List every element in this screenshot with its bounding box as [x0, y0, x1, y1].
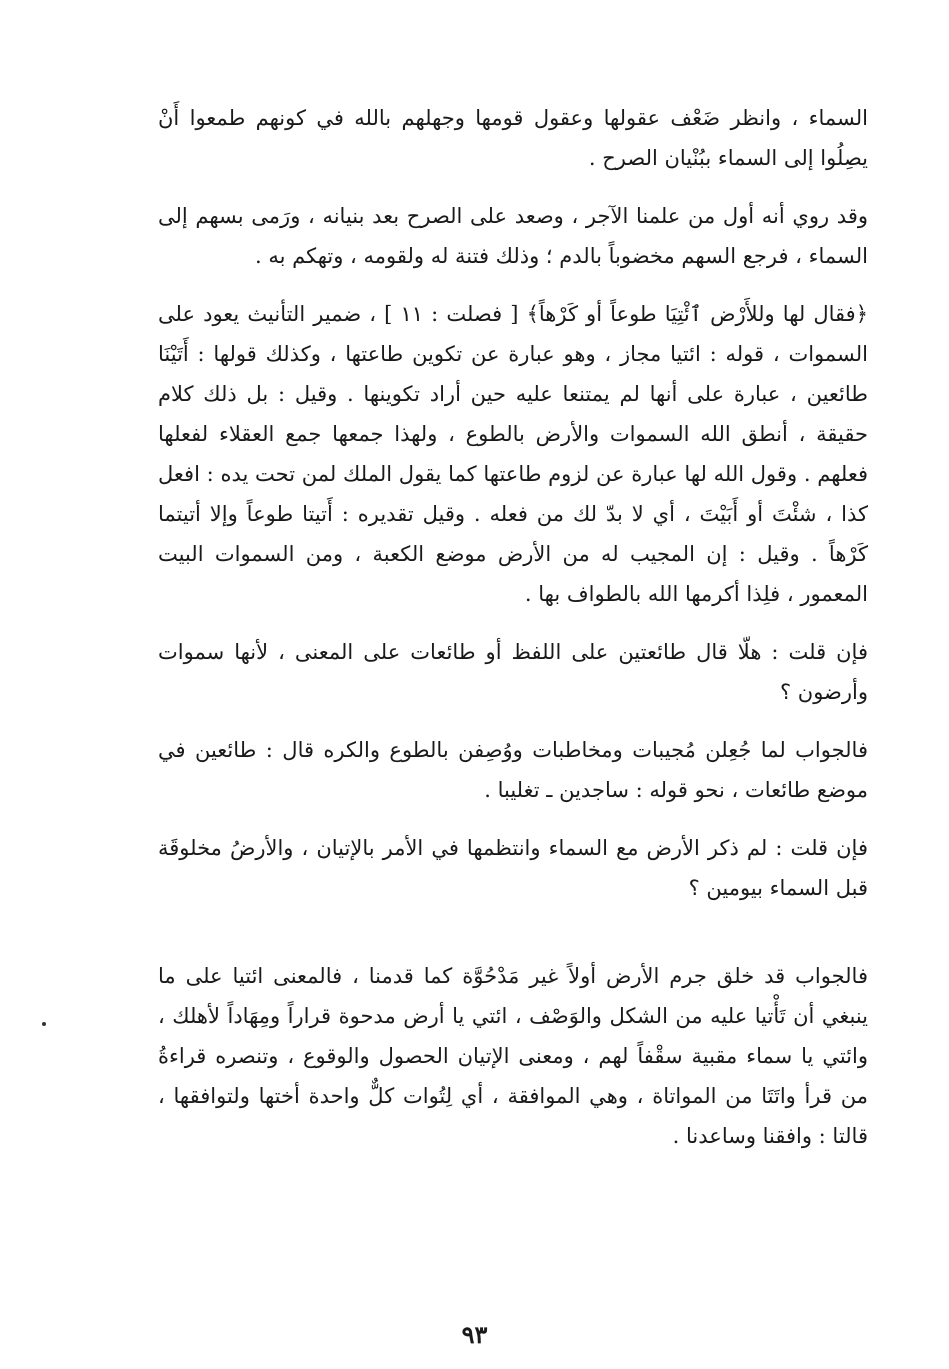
- paragraph-4: فإن قلت : هلّا قال طائعتين على اللفظ أو طائعات على المعنى ، لأنها سموات وأرضون ؟: [158, 640, 868, 704]
- paragraph-1: السماء ، وانظر ضَعْف عقولها وعقول قومها وجهلهم بالله في كونهم طمعوا أَنْ يصِلُوا إلى السماء ببُنْيان الصرح .: [158, 106, 868, 170]
- paragraph-2: وقد روي أنه أول من علمنا الآجر ، وصعد على الصرح بعد بنيانه ، ورَمى بسهم إلى السماء ، فرجع السهم مخضوباً بالدم ؛ وذلك فتنة له ولقومه ، وتهكم به .: [158, 204, 868, 268]
- paragraph-5: فالجواب لما جُعِلن مُجيبات ومخاطبات ووُصِفن بالطوع والكره قال : طائعين في موضع طائعات ، نحو قوله : ساجدين ـ تغليبا .: [158, 738, 868, 802]
- page-body: [158, 98, 868, 1174]
- paragraph-3: ﴿فقال لها وللأَرْض ٱئْتِيَا طوعاً أو كَرْهاً﴾ [ فصلت : ١١ ] ، ضمير التأنيث يعود على السموات ، قوله : ائتيا مجاز ، وهو عبارة عن تكوين طاعتها ، وكذلك قولها : أَتَيْنَا طائعين ، عبارة على أنها لم يمتنعا عليه حين أراد تكوينها . وقيل : بل ذلك كلام حقيقة ، أنطق الله السموات والأرض بالطوع ، ولهذا جمعها جمع العقلاء لفعلها فعلهم . وقول الله لها عبارة عن لزوم طاعتها كما يقول الملك لمن تحت يده : افعل كذا ، شئْتَ أو أَبَيْتَ ، أي لا بدّ لك من فعله . وقيل تقديره : أَتيتا طوعاً وإلا أتيتما كَرْهاً . وقيل : إن المجيب له من الأرض موضع الكعبة ، ومن السموات البيت المعمور ، فلِذا أكرمها الله بالطواف بها .: [158, 302, 869, 606]
- page-number: ٩٣: [461, 1320, 488, 1349]
- stray-dot: [42, 1022, 46, 1026]
- paragraph-7: فالجواب قد خلق جرم الأرض أولاً غير مَدْحُوَّة كما قدمنا ، فالمعنى ائتيا على ما ينبغي أن تَأْتيا عليه من الشكل والوَصْف ، ائتي يا أرض مدحوة قراراً ومِهَاداً لأهلك ، وائتي يا سماء مقبية سقْفاً لهم ، ومعنى الإتيان الحصول والوقوع ، وتنصره قراءةُ من قرأ واتَتَا من المواتاة ، وهي الموافقة ، أي لِتُوات كلٌّ واحدة أختها ولتوافقها ، قالتا : وافقنا وساعدنا .: [158, 964, 868, 1148]
- paragraph-6: فإن قلت : لم ذكر الأرض مع السماء وانتظمها في الأمر بالإتيان ، والأرضُ مخلوقَة قبل السماء بيومين ؟: [158, 836, 868, 900]
- paragraph-gap: [158, 926, 868, 956]
